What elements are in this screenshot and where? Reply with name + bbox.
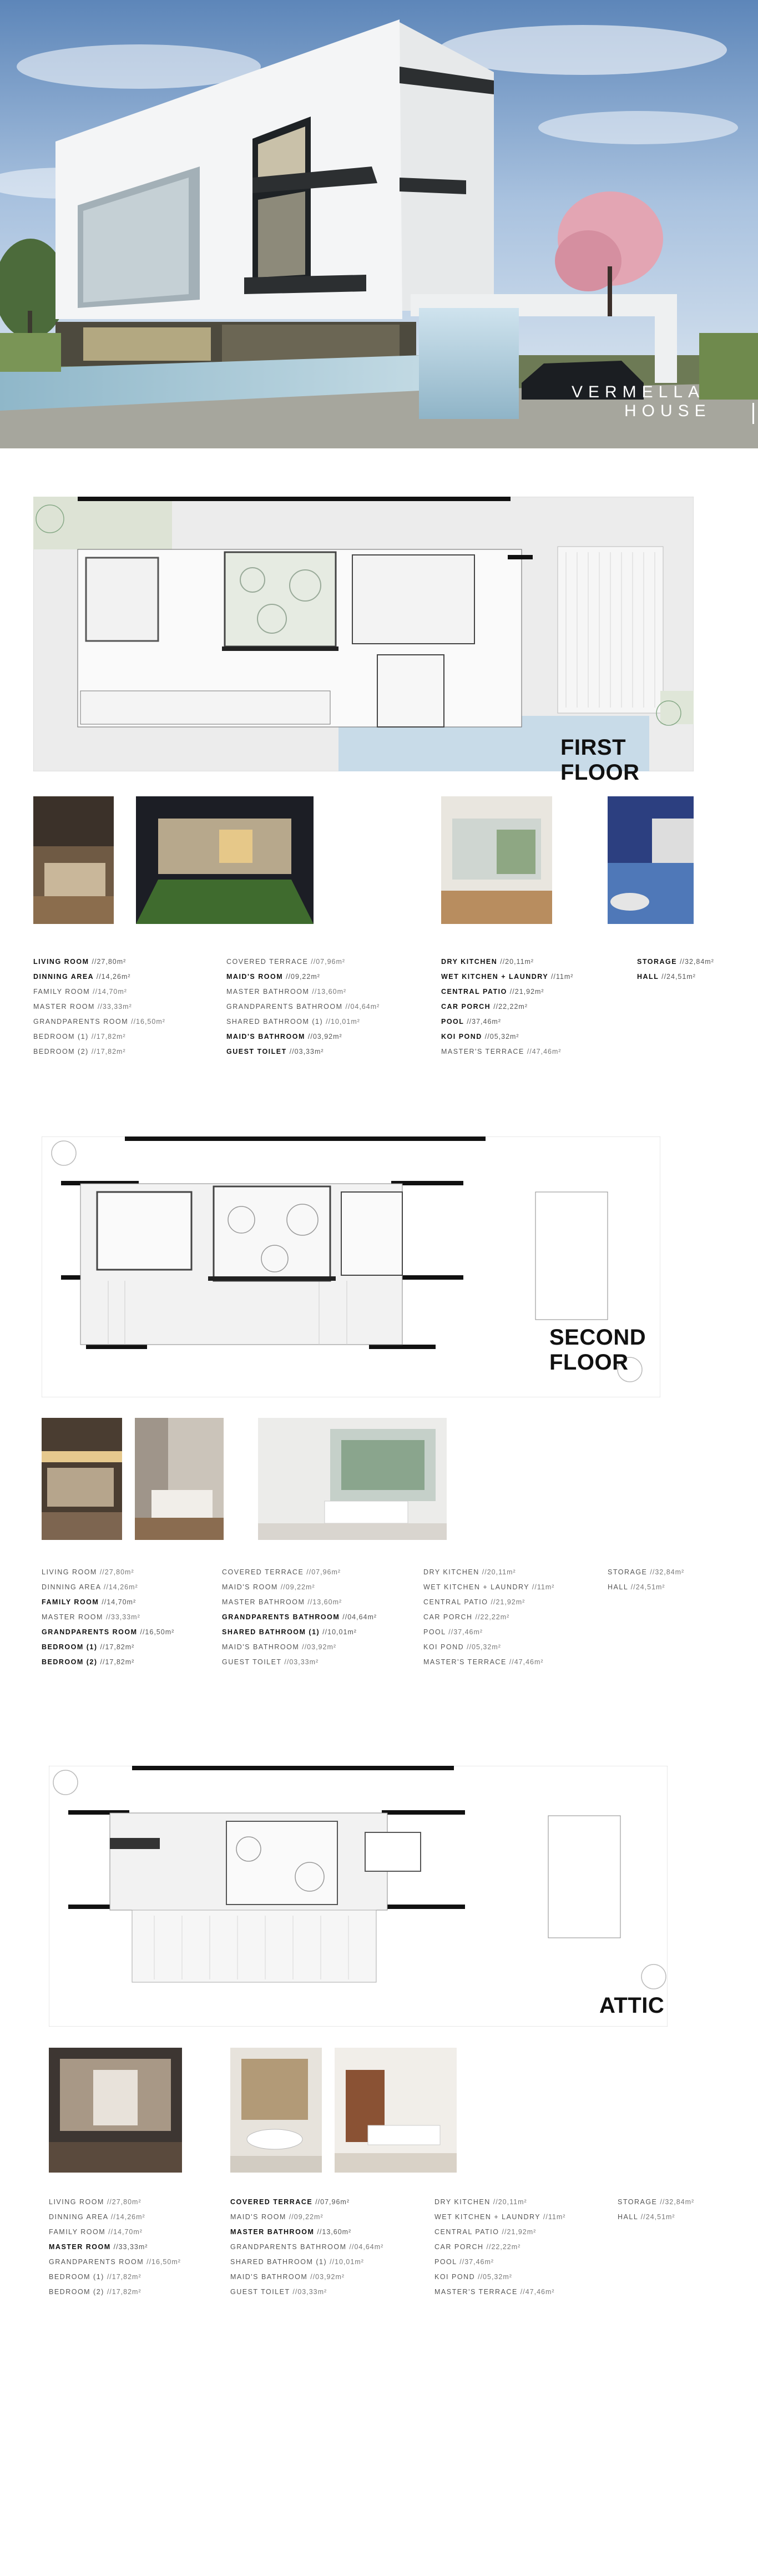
room-item	[441, 999, 573, 1014]
room-name: SHARED BATHROOM (1)	[230, 2258, 327, 2266]
room-name: BEDROOM (1)	[42, 1643, 98, 1651]
room-item	[423, 1610, 554, 1625]
room-area: //04,64m²	[342, 1613, 377, 1621]
room-area: //47,46m²	[509, 1658, 544, 1666]
room-name: BEDROOM (2)	[42, 1658, 98, 1666]
room-item	[226, 1029, 380, 1044]
pool-image	[608, 796, 694, 924]
room-item	[637, 954, 714, 969]
room-name: BEDROOM (1)	[49, 2273, 104, 2281]
room-name: KOI POND	[423, 1643, 464, 1651]
room-item	[226, 999, 380, 1014]
room-name: GUEST TOILET	[230, 2288, 290, 2296]
room-area: //10,01m²	[322, 1628, 357, 1636]
master-room-image	[335, 2048, 457, 2173]
room-area: //20,11m²	[500, 958, 534, 966]
room-name: WET KITCHEN + LAUNDRY	[434, 2213, 540, 2221]
room-area: //27,80m²	[92, 958, 127, 966]
room-name: CENTRAL PATIO	[423, 1598, 488, 1606]
room-item	[33, 1029, 165, 1044]
room-name: COVERED TERRACE	[222, 1568, 304, 1576]
room-area: //03,92m²	[302, 1643, 337, 1651]
room-name: FAMILY ROOM	[33, 988, 90, 996]
brand-line-1: VERMELLA	[572, 383, 705, 401]
room-name: KOI POND	[434, 2273, 476, 2281]
room-item	[33, 1014, 165, 1029]
room-name: MAID'S BATHROOM	[222, 1643, 300, 1651]
room-area: //14,70m²	[108, 2228, 143, 2236]
room-area: //17,82m²	[100, 1658, 135, 1666]
room-item	[423, 1595, 554, 1610]
room-area: //32,84m²	[680, 958, 714, 966]
room-area: //04,64m²	[349, 2243, 384, 2251]
room-item	[423, 1580, 554, 1595]
room-name: HALL	[637, 973, 659, 981]
room-list-second-col4	[608, 1565, 684, 1595]
room-item	[434, 2270, 565, 2285]
room-area: //05,32m²	[467, 1643, 501, 1651]
room-name: MAID'S ROOM	[226, 973, 284, 981]
room-item	[49, 2225, 181, 2240]
room-name: MASTER BATHROOM	[226, 988, 310, 996]
room-area: //17,82m²	[91, 1033, 126, 1040]
room-area: //09,22m²	[286, 973, 320, 981]
family-room-image	[42, 1418, 122, 1540]
room-name: LIVING ROOM	[42, 1568, 97, 1576]
room-name: HALL	[608, 1583, 628, 1591]
room-name: BEDROOM (2)	[49, 2288, 104, 2296]
room-name: MAID'S BATHROOM	[230, 2273, 308, 2281]
room-area: //17,82m²	[107, 2273, 142, 2281]
room-area: //47,46m²	[527, 1048, 562, 1055]
attic-plan-drawing	[49, 1766, 668, 2027]
room-item	[230, 2225, 383, 2240]
room-area: //14,26m²	[110, 2213, 145, 2221]
room-area: //03,33m²	[289, 1048, 324, 1055]
room-item	[42, 1610, 174, 1625]
room-area: //20,11m²	[493, 2198, 527, 2206]
photo-pool	[608, 796, 694, 924]
room-area: //14,70m²	[93, 988, 127, 996]
room-area: //14,26m²	[103, 1583, 138, 1591]
room-area: //17,82m²	[100, 1643, 135, 1651]
room-name: MAID'S ROOM	[222, 1583, 278, 1591]
room-area: //17,82m²	[91, 1048, 126, 1055]
room-item	[222, 1625, 377, 1640]
room-area: //21,92m²	[509, 988, 544, 996]
room-name: CENTRAL PATIO	[441, 988, 507, 996]
room-name: CAR PORCH	[423, 1613, 473, 1621]
room-area: //11m²	[543, 2213, 566, 2221]
room-name: GRANDPARENTS BATHROOM	[222, 1613, 340, 1621]
photo-closet	[49, 2048, 182, 2173]
room-area: //33,33m²	[97, 1003, 132, 1011]
room-name: MASTER BATHROOM	[230, 2228, 315, 2236]
room-name: WET KITCHEN + LAUNDRY	[423, 1583, 529, 1591]
room-area: //13,60m²	[312, 988, 347, 996]
room-area: //37,46m²	[459, 2258, 494, 2266]
room-area: //22,22m²	[493, 1003, 528, 1011]
photo-master-room	[335, 2048, 457, 2173]
hero-rendering	[0, 0, 758, 448]
room-item	[434, 2240, 565, 2255]
room-name: CAR PORCH	[434, 2243, 484, 2251]
room-name: WET KITCHEN + LAUNDRY	[441, 973, 548, 981]
room-area: //22,22m²	[475, 1613, 510, 1621]
room-item	[441, 954, 573, 969]
room-name: GUEST TOILET	[222, 1658, 282, 1666]
room-name: DRY KITCHEN	[434, 2198, 491, 2206]
room-item	[230, 2255, 383, 2270]
room-item	[222, 1595, 377, 1610]
room-area: //16,50m²	[146, 2258, 181, 2266]
room-name: DRY KITCHEN	[441, 958, 498, 966]
room-item	[226, 1044, 380, 1059]
room-area: //27,80m²	[107, 2198, 142, 2206]
room-name: MASTER ROOM	[49, 2243, 111, 2251]
first-floor-plan	[33, 497, 694, 785]
room-item	[230, 2210, 383, 2225]
room-item	[226, 954, 380, 969]
room-item	[608, 1580, 684, 1595]
room-area: //11m²	[550, 973, 574, 981]
room-area: //03,92m²	[307, 1033, 342, 1040]
room-item	[49, 2240, 181, 2255]
room-name: LIVING ROOM	[49, 2198, 104, 2206]
room-name: BEDROOM (2)	[33, 1048, 89, 1055]
room-area: //10,01m²	[330, 2258, 364, 2266]
room-area: //16,50m²	[140, 1628, 175, 1636]
room-item	[434, 2210, 565, 2225]
room-area: //14,70m²	[102, 1598, 137, 1606]
room-area: //05,32m²	[484, 1033, 519, 1040]
room-name: COVERED TERRACE	[230, 2198, 313, 2206]
room-item	[618, 2195, 694, 2210]
room-name: DINNING AREA	[42, 1583, 101, 1591]
room-item	[33, 1044, 165, 1059]
room-area: //09,22m²	[289, 2213, 324, 2221]
room-area: //27,80m²	[99, 1568, 134, 1576]
room-name: POOL	[434, 2258, 457, 2266]
room-item	[441, 984, 573, 999]
room-list-first-col3	[441, 954, 573, 1059]
room-item	[226, 1014, 380, 1029]
room-area: //24,51m²	[640, 2213, 675, 2221]
room-item	[608, 1565, 684, 1580]
photo-family-room	[42, 1418, 122, 1540]
room-item	[222, 1565, 377, 1580]
room-area: //14,26m²	[96, 973, 131, 981]
room-name: LIVING ROOM	[33, 958, 89, 966]
room-name: HALL	[618, 2213, 638, 2221]
room-name: POOL	[423, 1628, 446, 1636]
room-item	[434, 2195, 565, 2210]
room-item	[441, 969, 573, 984]
room-area: //37,46m²	[448, 1628, 483, 1636]
room-item	[441, 1029, 573, 1044]
room-name: GUEST TOILET	[226, 1048, 287, 1055]
room-item	[33, 999, 165, 1014]
brand-logo	[572, 383, 711, 421]
room-item	[226, 984, 380, 999]
room-area: //17,82m²	[107, 2288, 142, 2296]
photo-dry-kitchen	[441, 796, 552, 924]
master-bathroom-image	[230, 2048, 322, 2173]
room-item	[230, 2270, 383, 2285]
room-area: //47,46m²	[520, 2288, 555, 2296]
room-area: //05,32m²	[478, 2273, 512, 2281]
room-list-first-col4	[637, 954, 714, 984]
house-exterior-image	[0, 0, 758, 448]
room-item	[49, 2195, 181, 2210]
room-name: MAID'S ROOM	[230, 2213, 286, 2221]
room-item	[42, 1595, 174, 1610]
room-area: //21,92m²	[502, 2228, 537, 2236]
room-item	[618, 2210, 694, 2225]
room-name: GRANDPARENTS BATHROOM	[230, 2243, 347, 2251]
room-name: DINNING AREA	[33, 973, 94, 981]
room-item	[42, 1580, 174, 1595]
bedroom-image	[135, 1418, 224, 1540]
room-area: //20,11m²	[482, 1568, 516, 1576]
room-list-attic-col3	[434, 2195, 565, 2300]
room-list-second-col3	[423, 1565, 554, 1670]
room-area: //13,60m²	[307, 1598, 342, 1606]
room-name: STORAGE	[637, 958, 678, 966]
room-item	[222, 1610, 377, 1625]
room-name: FAMILY ROOM	[42, 1598, 99, 1606]
room-item	[42, 1625, 174, 1640]
room-area: //32,84m²	[650, 1568, 685, 1576]
room-item	[33, 984, 165, 999]
room-list-first-col1	[33, 954, 165, 1059]
room-item	[441, 1044, 573, 1059]
room-item	[49, 2210, 181, 2225]
room-area: //24,51m²	[630, 1583, 665, 1591]
room-item	[230, 2240, 383, 2255]
room-name: MASTER'S TERRACE	[434, 2288, 518, 2296]
room-name: KOI POND	[441, 1033, 482, 1040]
room-item	[42, 1565, 174, 1580]
room-item	[441, 1014, 573, 1029]
first-floor-plan-drawing	[33, 497, 694, 771]
room-area: //10,01m²	[326, 1018, 360, 1026]
room-item	[423, 1625, 554, 1640]
room-name: MASTER ROOM	[33, 1003, 95, 1011]
room-name: MASTER BATHROOM	[222, 1598, 305, 1606]
room-area: //37,46m²	[467, 1018, 501, 1026]
room-name: CAR PORCH	[441, 1003, 491, 1011]
room-item	[230, 2285, 383, 2300]
room-area: //33,33m²	[105, 1613, 140, 1621]
room-name: BEDROOM (1)	[33, 1033, 89, 1040]
room-item	[222, 1655, 377, 1670]
brand-line-2: HOUSE	[624, 402, 711, 420]
room-name: DRY KITCHEN	[423, 1568, 479, 1576]
room-area: //13,60m²	[317, 2228, 352, 2236]
room-area: //03,92m²	[310, 2273, 345, 2281]
room-item	[230, 2195, 383, 2210]
room-list-attic-col4	[618, 2195, 694, 2225]
second-floor-plan	[42, 1137, 660, 1397]
room-list-first-col2	[226, 954, 380, 1059]
room-area: //24,51m²	[661, 973, 696, 981]
room-area: //07,96m²	[311, 958, 346, 966]
room-name: POOL	[441, 1018, 464, 1026]
room-item	[33, 954, 165, 969]
room-item	[222, 1640, 377, 1655]
room-item	[222, 1580, 377, 1595]
living-room-image	[33, 796, 114, 924]
room-name: COVERED TERRACE	[226, 958, 309, 966]
photo-bathroom	[258, 1418, 447, 1540]
room-item	[42, 1655, 174, 1670]
room-area: //03,33m²	[284, 1658, 319, 1666]
dry-kitchen-image	[441, 796, 552, 924]
room-area: //03,33m²	[292, 2288, 327, 2296]
room-area: //04,64m²	[345, 1003, 380, 1011]
room-name: CENTRAL PATIO	[434, 2228, 499, 2236]
room-name: GRANDPARENTS ROOM	[33, 1018, 129, 1026]
room-item	[423, 1655, 554, 1670]
room-area: //11m²	[532, 1583, 555, 1591]
room-name: GRANDPARENTS BATHROOM	[226, 1003, 343, 1011]
room-area: //09,22m²	[280, 1583, 315, 1591]
room-name: MASTER'S TERRACE	[423, 1658, 507, 1666]
room-item	[33, 969, 165, 984]
room-item	[49, 2285, 181, 2300]
room-item	[49, 2270, 181, 2285]
room-name: STORAGE	[618, 2198, 658, 2206]
room-name: GRANDPARENTS ROOM	[49, 2258, 144, 2266]
room-item	[226, 969, 380, 984]
room-area: //22,22m²	[486, 2243, 521, 2251]
room-area: //16,50m²	[131, 1018, 165, 1026]
room-area: //32,84m²	[660, 2198, 695, 2206]
room-area: //21,92m²	[491, 1598, 525, 1606]
photo-living-room	[33, 796, 114, 924]
room-name: FAMILY ROOM	[49, 2228, 106, 2236]
room-item	[434, 2285, 565, 2300]
room-item	[423, 1565, 554, 1580]
photo-bedroom	[135, 1418, 224, 1540]
photo-master-bathroom	[230, 2048, 322, 2173]
floor-title-attic: ATTIC	[599, 1993, 665, 2018]
room-area: //33,33m²	[113, 2243, 148, 2251]
room-name: DINNING AREA	[49, 2213, 108, 2221]
room-item	[637, 969, 714, 984]
room-name: MASTER ROOM	[42, 1613, 103, 1621]
covered-terrace-image	[136, 796, 314, 924]
room-list-second-col2	[222, 1565, 377, 1670]
room-area: //07,96m²	[315, 2198, 350, 2206]
room-name: GRANDPARENTS ROOM	[42, 1628, 138, 1636]
room-name: MAID'S BATHROOM	[226, 1033, 305, 1040]
floor-title-first: FIRST FLOOR	[560, 735, 640, 785]
attic-plan	[49, 1766, 668, 2027]
room-list-attic-col2	[230, 2195, 383, 2300]
room-name: STORAGE	[608, 1568, 648, 1576]
closet-image	[49, 2048, 182, 2173]
room-area: //07,96m²	[306, 1568, 341, 1576]
room-list-attic-col1	[49, 2195, 181, 2300]
room-name: SHARED BATHROOM (1)	[222, 1628, 320, 1636]
room-item	[434, 2225, 565, 2240]
brand-logo-bar	[752, 403, 754, 424]
room-name: MASTER'S TERRACE	[441, 1048, 524, 1055]
room-item	[42, 1640, 174, 1655]
bathroom-image	[258, 1418, 447, 1540]
photo-covered-terrace	[136, 796, 314, 924]
room-item	[49, 2255, 181, 2270]
room-item	[434, 2255, 565, 2270]
room-list-second-col1	[42, 1565, 174, 1670]
room-item	[423, 1640, 554, 1655]
floor-title-second: SECOND FLOOR	[549, 1325, 646, 1375]
room-name: SHARED BATHROOM (1)	[226, 1018, 324, 1026]
